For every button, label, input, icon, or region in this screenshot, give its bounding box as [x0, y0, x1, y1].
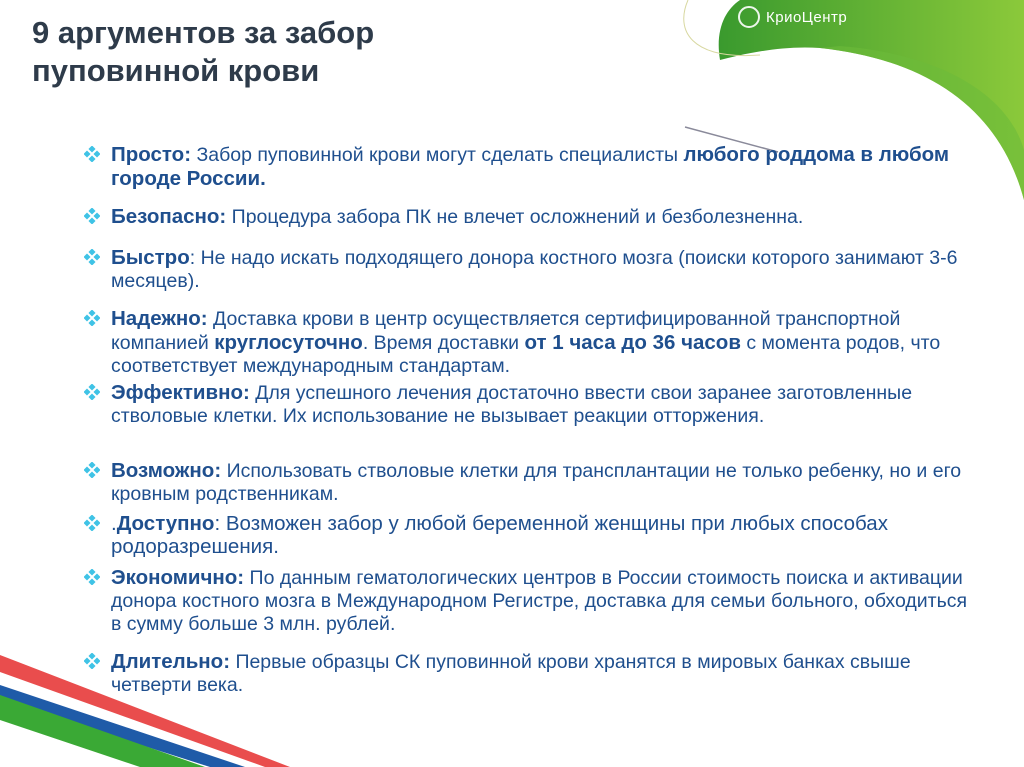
bullet-item: [84, 143, 969, 191]
bullet-text: [111, 205, 803, 229]
bullet-item: [84, 381, 969, 428]
bullet-item: [84, 650, 969, 697]
leaf-logo-icon: [738, 6, 760, 28]
text-segment: Забор пуповинной крови могут сделать специалисты: [191, 144, 684, 166]
diamond-bullet-icon: [84, 512, 111, 558]
bold-text: Просто:: [111, 143, 192, 166]
bullet-item: [84, 205, 969, 229]
bullet-text: [111, 143, 969, 191]
text-segment: с момента родов, что соответствует международным стандартам.: [111, 332, 941, 377]
bold-text: от 1 часа до 36 часов: [524, 331, 741, 354]
text-segment: По данным гематологических центров в России стоимость поиска и активации донора костного мозга в Международном Регистре, доставка для семьи больного, обходиться в сумму больше 3 млн. рублей.: [111, 567, 968, 635]
title-line-1: 9 аргументов за забор: [32, 15, 375, 50]
bold-text: Эффективно:: [111, 381, 250, 404]
text-segment: Первые образцы СК пуповинной крови хранятся в мировых банках свыше четверти века.: [111, 651, 911, 696]
logo-text: КриоЦентр: [766, 8, 848, 26]
diamond-bullet-icon: [84, 650, 111, 697]
bullet-text: [111, 650, 969, 697]
bullet-item: [84, 307, 969, 378]
bullet-item: [84, 246, 969, 293]
diamond-bullet-icon: [84, 307, 111, 378]
bold-text: круглосуточно: [214, 331, 363, 354]
diamond-bullet-icon: [84, 246, 111, 293]
text-segment: Использовать стволовые клетки для трансплантации не только ребенку, но и его кровным родственникам.: [111, 460, 962, 505]
bold-text: Возможно:: [111, 459, 222, 482]
title-line-2: пуповинной крови: [32, 53, 320, 88]
bold-text: Доступно: [116, 512, 215, 535]
bullet-text: [111, 512, 969, 558]
diamond-bullet-icon: [84, 205, 111, 229]
bullet-text: [111, 381, 969, 428]
diamond-bullet-icon: [84, 459, 111, 506]
bold-text: Длительно:: [111, 650, 231, 673]
bullet-item: [84, 566, 969, 636]
bold-text: Надежно:: [111, 307, 208, 330]
bullet-text: [111, 566, 969, 636]
text-segment: . Время доставки: [362, 332, 525, 354]
text-segment: : Не надо искать подходящего донора костного мозга (поиски которого занимают 3-6 месяцев).: [111, 247, 958, 292]
bullet-item: [84, 459, 969, 506]
bullet-item: [84, 512, 969, 558]
bold-text: любого роддома в любом городе России.: [111, 143, 950, 190]
bullet-text: [111, 246, 969, 293]
bold-text: Экономично:: [111, 566, 245, 589]
diamond-bullet-icon: [84, 381, 111, 428]
slide-title: [32, 14, 374, 90]
bold-text: Быстро: [111, 246, 190, 269]
text-segment: : Возможен забор у любой беременной женщины при любых способах родоразрешения.: [111, 512, 888, 558]
bullet-text: [111, 307, 969, 378]
cryocenter-logo: [738, 6, 847, 28]
text-segment: Доставка крови в центр осуществляется сертифицированной транспортной компанией: [111, 308, 901, 354]
diamond-bullet-icon: [84, 143, 111, 191]
text-segment: .: [111, 512, 117, 535]
text-segment: Для успешного лечения достаточно ввести свои заранее заготовленные стволовые клетки. Их использование не вызывает реакции отторжения.: [111, 382, 913, 427]
bold-text: Безопасно:: [111, 205, 227, 228]
diamond-bullet-icon: [84, 566, 111, 636]
bullet-text: [111, 459, 969, 506]
text-segment: Процедура забора ПК не влечет осложнений и безболезненна.: [226, 206, 804, 228]
